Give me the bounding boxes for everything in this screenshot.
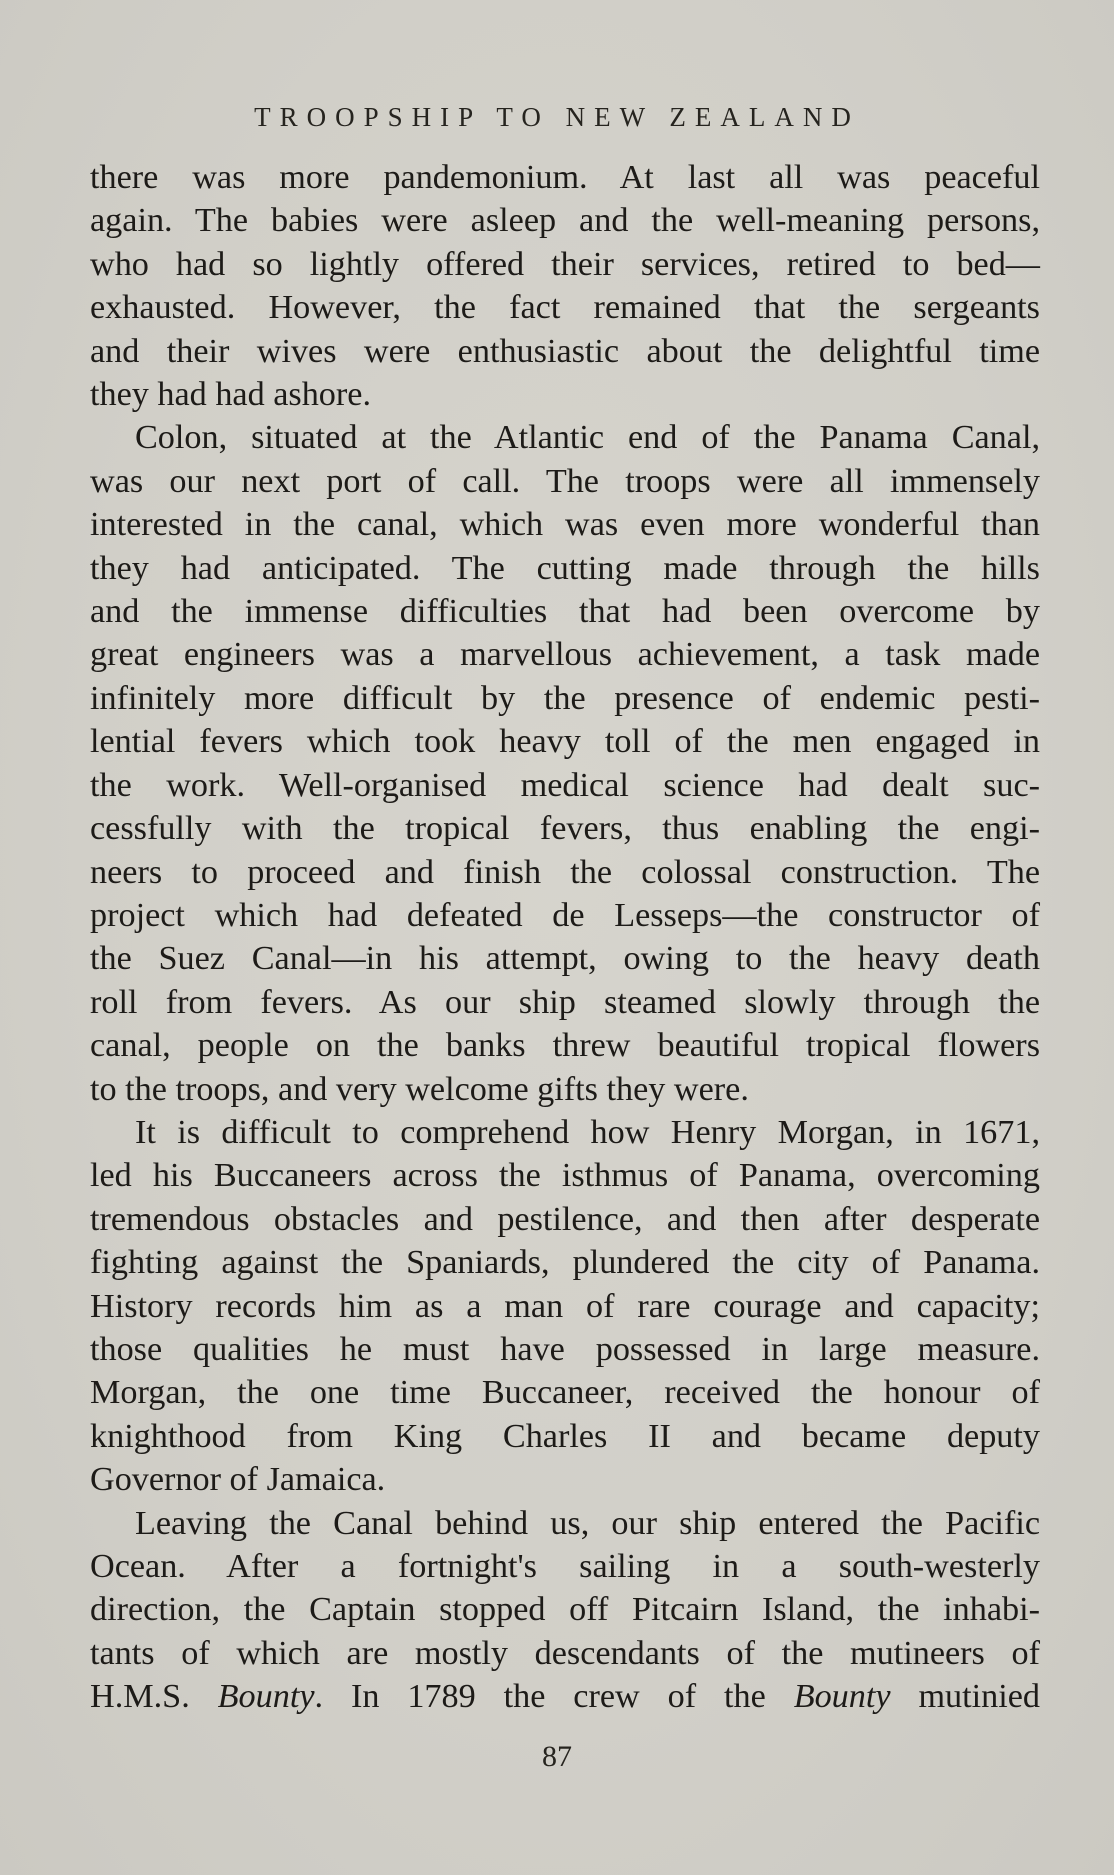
text-line: tremendous obstacles and pestilence, and then after desperate	[90, 1200, 1040, 1238]
text-line: neers to proceed and finish the colossal construction. The	[90, 853, 1040, 891]
text-line: and the immense difficulties that had been overcome by	[90, 593, 1040, 631]
text-line: Morgan, the one time Buccaneer, received the honour of	[90, 1374, 1040, 1412]
text-line: tants of which are mostly descendants of the mutineers of	[90, 1634, 1040, 1672]
text-line: knighthood from King Charles II and became deputy	[90, 1417, 1040, 1455]
paragraph-1	[90, 156, 1040, 416]
text-line: the Suez Canal—in his attempt, owing to the heavy death	[90, 940, 1040, 978]
text-line: lential fevers which took heavy toll of the men engaged in	[90, 723, 1040, 761]
text-line: fighting against the Spaniards, plundered the city of Panama.	[90, 1244, 1040, 1282]
text-line: direction, the Captain stopped off Pitcairn Island, the inhabi-	[90, 1591, 1040, 1629]
text-line: Leaving the Canal behind us, our ship entered the Pacific	[135, 1504, 1040, 1542]
text-line: canal, people on the banks threw beautiful tropical flowers	[90, 1027, 1040, 1065]
running-head: TROOPSHIP TO NEW ZEALAND	[254, 102, 860, 132]
paragraph-2	[90, 416, 1040, 1111]
text-line: interested in the canal, which was even more wonderful than	[90, 506, 1040, 544]
text-line: Colon, situated at the Atlantic end of the Panama Canal,	[135, 419, 1040, 457]
text-line: cessfully with the tropical fevers, thus enabling the engi-	[90, 810, 1040, 848]
paragraph-3	[90, 1111, 1040, 1502]
text-line: they had anticipated. The cutting made through the hills	[90, 549, 1040, 587]
ship-name: Bounty	[217, 1678, 315, 1716]
text-line: infinitely more difficult by the presence of endemic pesti-	[90, 679, 1040, 717]
text-line: led his Buccaneers across the isthmus of Panama, overcoming	[90, 1157, 1040, 1195]
text-line: to the troops, and very welcome gifts they were.	[90, 1070, 749, 1108]
text-line: project which had defeated de Lesseps—the constructor of	[90, 896, 1040, 934]
text-line: those qualities he must have possessed in large measure.	[90, 1330, 1040, 1368]
page-number: 87	[542, 1740, 572, 1773]
text-line: Ocean. After a fortnight's sailing in a south-westerly	[90, 1548, 1040, 1585]
text-line: H.M.S. Bounty. In 1789 the crew of the Bounty mutinied	[90, 1678, 1040, 1716]
body-text	[90, 156, 1040, 1719]
text-line: exhausted. However, the fact remained that the sergeants	[90, 289, 1040, 327]
ship-name: Bounty	[793, 1678, 891, 1716]
text-line: they had had ashore.	[90, 376, 371, 414]
text-line: History records him as a man of rare courage and capacity;	[90, 1287, 1040, 1325]
text-line: was our next port of call. The troops were all immensely	[90, 462, 1040, 500]
text-line: great engineers was a marvellous achievement, a task made	[90, 636, 1040, 674]
text-line: and their wives were enthusiastic about the delightful time	[90, 332, 1040, 370]
text-line: who had so lightly offered their services, retired to bed—	[90, 245, 1040, 283]
text-line: It is difficult to comprehend how Henry Morgan, in 1671,	[135, 1113, 1040, 1151]
text-line: the work. Well-organised medical science had dealt suc-	[90, 766, 1040, 804]
text-line: Governor of Jamaica.	[90, 1461, 386, 1499]
paragraph-4	[90, 1502, 1040, 1719]
text-line: again. The babies were asleep and the well-meaning persons,	[90, 202, 1040, 240]
text-line: roll from fevers. As our ship steamed slowly through the	[90, 983, 1040, 1021]
text-line: there was more pandemonium. At last all was peaceful	[90, 159, 1040, 196]
